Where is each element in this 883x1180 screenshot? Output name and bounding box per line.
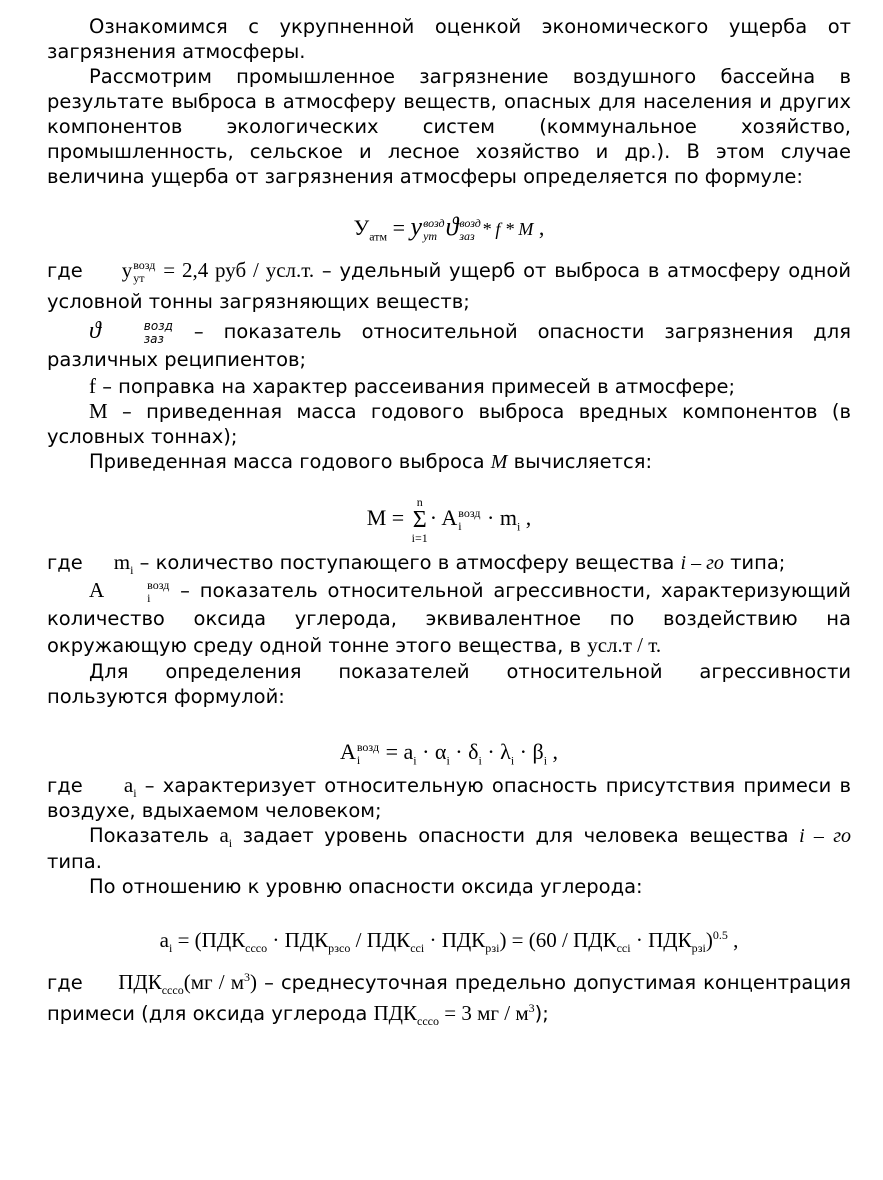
paragraph-pollution: Рассмотрим промышленное загрязнение воздушного бассейна в результате выброса в атмосферу веществ, опасных для населения и других компонентов экологических систем (коммунальное хозяйство, промышленность, сельское и лесное хозяйство и др.). В этом случае величина ущерба от загрязнения атмосферы определяется по формуле:	[47, 65, 851, 188]
definition-danger-index: ϑ возд заз – показатель относительной опасности загрязнения для различных реципиентов;	[47, 318, 851, 371]
paragraph-mass-calc: Приведенная масса годового выброса M вычисляется:	[89, 450, 653, 473]
definition-danger-human: где $a_i$ – характеризует относительную опасность присутствия примеси в воздухе, вдыхаемом человеком;	[47, 773, 851, 823]
definition-aggressiveness: A возд i – показатель относительной агрессивности, характеризующий количество оксида углерода, эквивалентное по воздействию на окружающую среду одной тонне этого вещества, в усл.т / т.	[47, 578, 851, 658]
paragraph-ai-index: Показатель $a_i$ задает уровень опасности для человека вещества i – го типа.	[47, 823, 852, 874]
paragraph-aggressiveness-formula: Для определения показателей относительной агрессивности пользуются формулой:	[47, 660, 851, 709]
formula-mass: M = n Σ i=1 · A возд i · $m_i$ ,	[366, 494, 532, 545]
definition-dispersion: f – поправка на характер рассеивания примесей в атмосфере;	[89, 374, 736, 398]
formula-damage: $У_{атм} = y$ возд ут ϑ возд заз * f * M ,	[353, 212, 545, 244]
definition-reduced-mass: M – приведенная масса годового выброса вредных компонентов (в условных тоннах);	[47, 399, 851, 448]
paragraph-carbon-monoxide: По отношению к уровню опасности оксида углерода:	[89, 875, 643, 899]
definition-specific-damage: где y возд ут = 2,4 руб / усл.т. – удельный ущерб от выброса в атмосферу одной условной тонны загрязняющих веществ;	[47, 258, 851, 313]
document-page	[47, 14, 851, 1029]
definition-pdk: где $ПДК_{ссco}(мг / м^3)$ – среднесуточная предельно допустимая концентрация примеси (для оксида углерода $ПДК_{ссco} = 3$ мг / $м^3$);	[47, 970, 851, 1029]
formula-aggressiveness: A возд i = $a_i \cdot \alpha_i \cdot \delta_i \cdot \lambda_i \cdot \beta_i$ ,	[339, 739, 559, 768]
formula-ai: $a_i = (ПДК_{ссco} \cdot ПДК_{рзco} / ПДК_{ссi} \cdot ПДК_{рзi}) = (60 / ПДК_{ссi} \cdot ПДК_{рзi})^{0.5}$ ,	[159, 928, 739, 956]
paragraph-intro: Ознакомимся с укрупненной оценкой экономического ущерба от загрязнения атмосферы.	[47, 15, 851, 63]
definition-substance-amount: где $m_i$ – количество поступающего в атмосферу вещества i – го типа;	[47, 550, 786, 578]
